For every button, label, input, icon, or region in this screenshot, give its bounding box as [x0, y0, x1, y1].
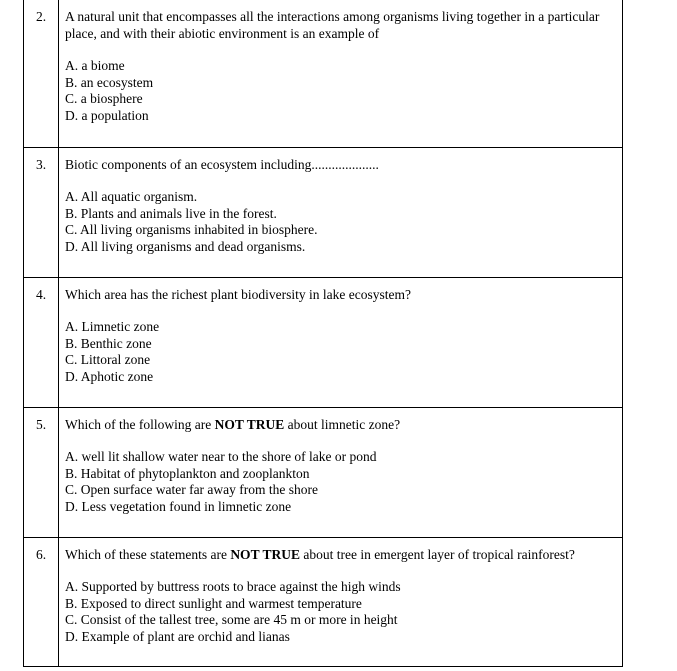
option-a: A. All aquatic organism. — [65, 189, 198, 204]
option-d: D. Aphotic zone — [65, 369, 154, 385]
option-b: B. Plants and animals live in the forest. — [65, 205, 277, 221]
option-c: C. a biosphere — [65, 91, 143, 107]
option-a: A. Supported by buttress roots to brace against the high winds — [65, 579, 401, 594]
question-text — [65, 546, 616, 563]
question-content — [65, 8, 616, 125]
option-d: D. Example of plant are orchid and lianas — [65, 629, 290, 645]
question-text: A natural unit that encompasses all the interactions among organisms living together in a particular place, and with their abiotic environment is an example of — [65, 9, 600, 41]
question-row — [23, 0, 623, 148]
question-number: 4. — [24, 278, 59, 407]
question-number: 3. — [24, 148, 59, 277]
option-b: B. Habitat of phytoplankton and zooplankton — [65, 465, 310, 481]
question-row — [23, 148, 623, 278]
option-a: A. Limnetic zone — [65, 319, 160, 334]
question-text-before: Which of the following are — [65, 417, 215, 432]
option-b: B. Benthic zone — [65, 335, 152, 351]
question-content — [65, 416, 616, 516]
question-text — [65, 416, 616, 433]
option-c: C. All living organisms inhabited in biosphere. — [65, 222, 318, 238]
question-content — [65, 546, 616, 646]
option-c: C. Open surface water far away from the shore — [65, 482, 319, 498]
option-b: B. Exposed to direct sunlight and warmest temperature — [65, 595, 362, 611]
option-d: D. Less vegetation found in limnetic zone — [65, 499, 292, 515]
question-number: 5. — [24, 408, 59, 537]
question-text-after: about limnetic zone? — [284, 417, 401, 432]
question-number: 6. — [24, 538, 59, 666]
question-text-after: about tree in emergent layer of tropical rainforest? — [299, 547, 575, 562]
option-c: C. Consist of the tallest tree, some are 45 m or more in height — [65, 612, 398, 628]
question-text-emphasis: NOT TRUE — [230, 547, 300, 562]
question-row — [23, 278, 623, 408]
option-a: A. a biome — [65, 58, 125, 73]
option-c: C. Littoral zone — [65, 352, 151, 368]
option-a: A. well lit shallow water near to the shore of lake or pond — [65, 449, 377, 464]
question-number: 2. — [24, 0, 59, 147]
question-text-before: Which of these statements are — [65, 547, 231, 562]
question-text: Which area has the richest plant biodiversity in lake ecosystem? — [65, 287, 412, 302]
question-row — [23, 538, 623, 667]
option-d: D. All living organisms and dead organisms. — [65, 239, 306, 255]
question-content — [65, 286, 616, 386]
question-content — [65, 156, 616, 256]
option-d: D. a population — [65, 108, 149, 124]
question-text: Biotic components of an ecosystem including.................... — [65, 157, 379, 172]
question-row — [23, 408, 623, 538]
option-b: B. an ecosystem — [65, 74, 154, 90]
question-text-emphasis: NOT TRUE — [214, 417, 285, 432]
